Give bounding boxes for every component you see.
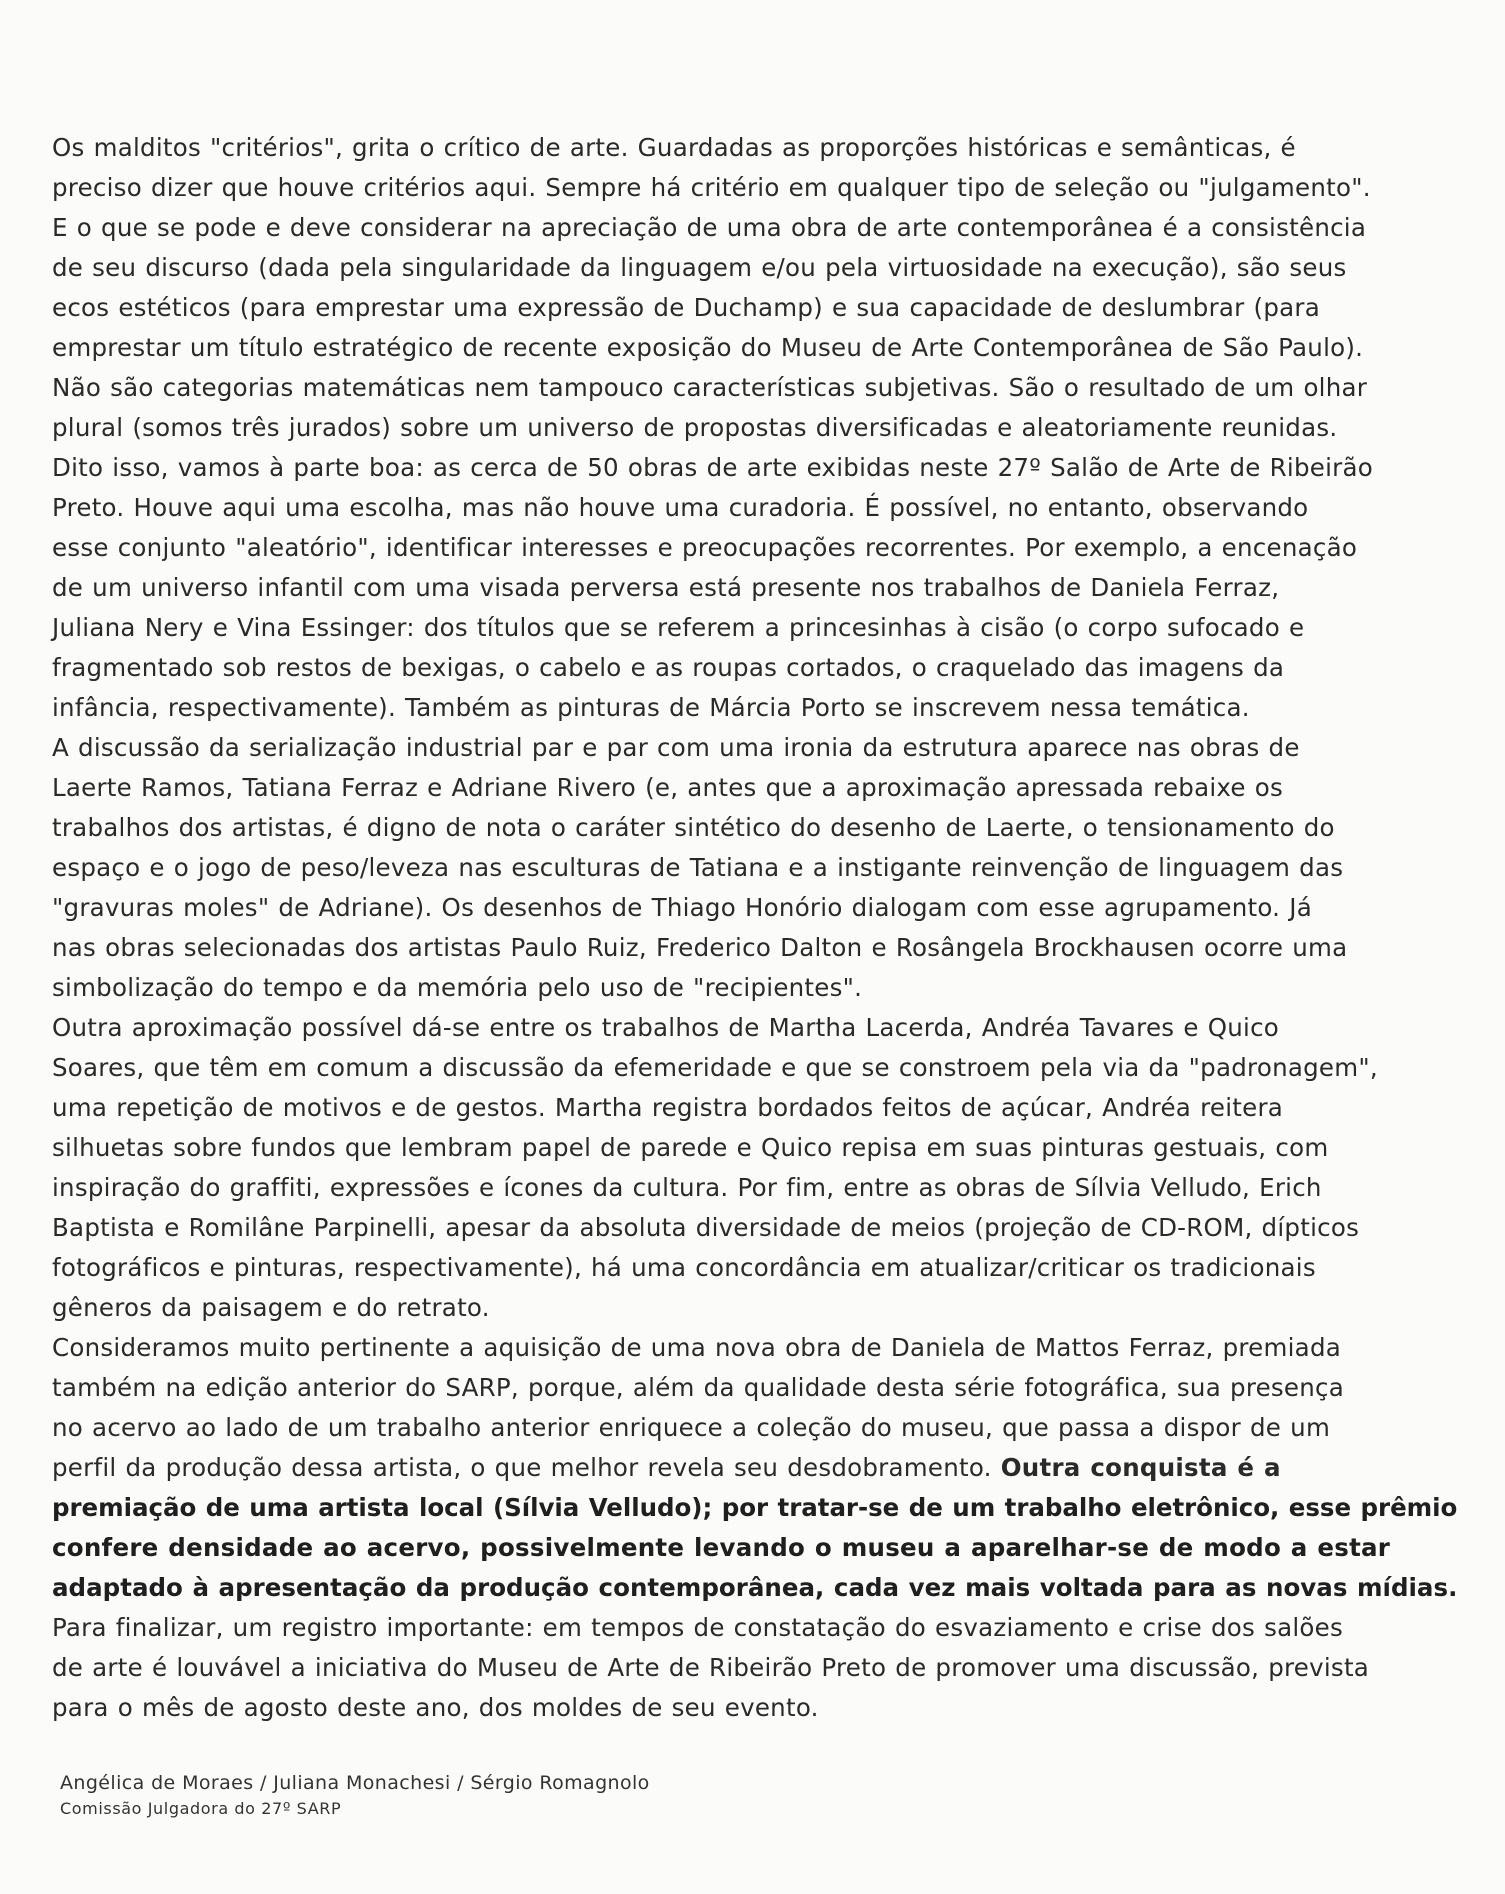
text-line: "gravuras moles" de Adriane). Os desenhos de Thiago Honório dialogam com esse agrupamento. Já <box>52 893 1312 922</box>
text-line: Preto. Houve aqui uma escolha, mas não houve uma curadoria. É possível, no entanto, observando <box>52 493 1309 522</box>
text-line: plural (somos três jurados) sobre um universo de propostas diversificadas e aleatoriamente reunidas. <box>52 413 1338 442</box>
text-line: silhuetas sobre fundos que lembram papel de parede e Quico repisa em suas pinturas gestuais, com <box>52 1133 1329 1162</box>
article-body <box>52 128 1462 1728</box>
text-line: gêneros da paisagem e do retrato. <box>52 1293 490 1322</box>
text-line: no acervo ao lado de um trabalho anterior enriquece a coleção do museu, que passa a dispor de um <box>52 1413 1331 1442</box>
bold-text-segment: Outra conquista é a <box>1000 1453 1281 1482</box>
text-line: A discussão da serialização industrial par e par com uma ironia da estrutura aparece nas obras de <box>52 733 1300 762</box>
bold-text-line: confere densidade ao acervo, possivelmente levando o museu a aparelhar-se de modo a estar <box>52 1533 1391 1562</box>
text-line: Não são categorias matemáticas nem tampouco características subjetivas. São o resultado de um olhar <box>52 373 1368 402</box>
bold-text-line: adaptado à apresentação da produção contemporânea, cada vez mais voltada para as novas mídias. <box>52 1573 1458 1602</box>
signature-names: Angélica de Moraes / Juliana Monachesi / Sérgio Romagnolo <box>60 1772 650 1794</box>
text-line-mixed <box>52 1448 1462 1488</box>
text-line: E o que se pode e deve considerar na apreciação de uma obra de arte contemporânea é a consistência <box>52 213 1367 242</box>
text-line: Juliana Nery e Vina Essinger: dos títulos que se referem a princesinhas à cisão (o corpo sufocado e <box>52 613 1305 642</box>
text-line: de um universo infantil com uma visada perversa está presente nos trabalhos de Daniela Ferraz, <box>52 573 1280 602</box>
text-line: esse conjunto "aleatório", identificar interesses e preocupações recorrentes. Por exemplo, a encenação <box>52 533 1358 562</box>
text-line: de seu discurso (dada pela singularidade da linguagem e/ou pela virtuosidade na execução), são seus <box>52 253 1347 282</box>
text-line: preciso dizer que houve critérios aqui. Sempre há critério em qualquer tipo de seleção ou "julgamento". <box>52 173 1371 202</box>
text-segment: perfil da produção dessa artista, o que melhor revela seu desdobramento. <box>52 1453 992 1482</box>
text-line: infância, respectivamente). Também as pinturas de Márcia Porto se inscrevem nessa temática. <box>52 693 1250 722</box>
text-line: Soares, que têm em comum a discussão da efemeridade e que se constroem pela via da "padronagem", <box>52 1053 1378 1082</box>
signature-role: Comissão Julgadora do 27º SARP <box>60 1799 342 1818</box>
text-line: trabalhos dos artistas, é digno de nota o caráter sintético do desenho de Laerte, o tensionamento do <box>52 813 1335 842</box>
text-line: de arte é louvável a iniciativa do Museu de Arte de Ribeirão Preto de promover uma discussão, prevista <box>52 1653 1370 1682</box>
text-line: Baptista e Romilâne Parpinelli, apesar da absoluta diversidade de meios (projeção de CD-ROM, dípticos <box>52 1213 1360 1242</box>
text-line: Os malditos "critérios", grita o crítico de arte. Guardadas as proporções históricas e semânticas, é <box>52 133 1296 162</box>
text-line: Consideramos muito pertinente a aquisição de uma nova obra de Daniela de Mattos Ferraz, premiada <box>52 1333 1342 1362</box>
bold-text-line: premiação de uma artista local (Sílvia Velludo); por tratar-se de um trabalho eletrônico, esse prêmio <box>52 1493 1458 1522</box>
text-line: inspiração do graffiti, expressões e ícones da cultura. Por fim, entre as obras de Sílvia Velludo, Erich <box>52 1173 1322 1202</box>
text-line: emprestar um título estratégico de recente exposição do Museu de Arte Contemporânea de São Paulo). <box>52 333 1364 362</box>
text-line: Outra aproximação possível dá-se entre os trabalhos de Martha Lacerda, Andréa Tavares e Quico <box>52 1013 1280 1042</box>
text-line: para o mês de agosto deste ano, dos moldes de seu evento. <box>52 1693 819 1722</box>
text-line: simbolização do tempo e da memória pelo uso de "recipientes". <box>52 973 863 1002</box>
text-line: ecos estéticos (para emprestar uma expressão de Duchamp) e sua capacidade de deslumbrar (para <box>52 293 1320 322</box>
text-line: espaço e o jogo de peso/leveza nas esculturas de Tatiana e a instigante reinvenção de linguagem das <box>52 853 1344 882</box>
text-line: nas obras selecionadas dos artistas Paulo Ruiz, Frederico Dalton e Rosângela Brockhausen ocorre uma <box>52 933 1348 962</box>
text-line: Para finalizar, um registro importante: em tempos de constatação do esvaziamento e crise dos salões <box>52 1613 1343 1642</box>
text-line: Laerte Ramos, Tatiana Ferraz e Adriane Rivero (e, antes que a aproximação apressada rebaixe os <box>52 773 1284 802</box>
signature-block <box>60 1770 650 1822</box>
text-line: fragmentado sob restos de bexigas, o cabelo e as roupas cortados, o craquelado das imagens da <box>52 653 1285 682</box>
text-line: Dito isso, vamos à parte boa: as cerca de 50 obras de arte exibidas neste 27º Salão de Arte de Ribeirão <box>52 453 1373 482</box>
text-line: uma repetição de motivos e de gestos. Martha registra bordados feitos de açúcar, Andréa reitera <box>52 1093 1284 1122</box>
text-line: também na edição anterior do SARP, porque, além da qualidade desta série fotográfica, sua presença <box>52 1373 1345 1402</box>
text-line: fotográficos e pinturas, respectivamente), há uma concordância em atualizar/criticar os tradicionais <box>52 1253 1316 1282</box>
